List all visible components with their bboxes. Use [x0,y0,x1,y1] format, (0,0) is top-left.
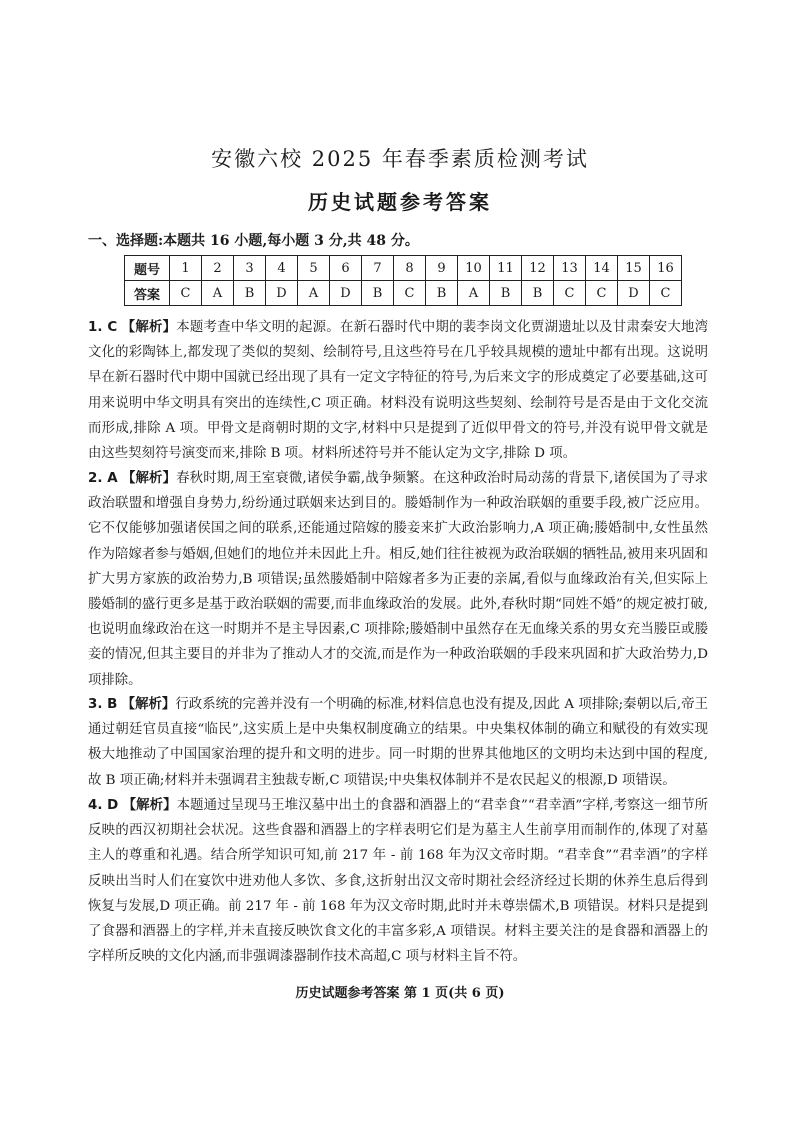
question-number: 14 [586,256,618,281]
answer-cell: B [362,281,394,306]
exam-title: 安徽六校 2025 年春季素质检测考试 [211,147,589,171]
explanation-text: 本题通过呈现马王堆汉墓中出土的食器和酒器上的“君幸食”“君幸酒”字样,考察这一细节所反映的西汉初期社会状况。这些食器和酒器上的字样表明它们是为墓主人生前享用而制作的,体现了对墓主人的尊重和礼遇。结合所学知识可知,前 217 年 - 前 168 年为汉文帝时期。“君幸食”“君幸酒”的字样反映出当时人们在宴饮中进劝他人多饮、多食,这折射出汉文帝时期社会经济经过长期的休养生息后得到恢复与发展,D 项正确。前 217 年 - 前 168 年为汉文帝时期,此时并未尊崇儒术,B 项错误。材料只是提到了食器和酒器上的字样,并未直接反映饮食文化的丰富多彩,A 项错误。材料主要关注的是食器和酒器上的字样所反映的文化内涵,而非强调漆器制作技术高超,C 项与材料主旨不符。 [88,798,709,965]
explanation-number: 4. D [88,798,119,813]
answer-cell: B [426,281,458,306]
question-number: 6 [330,256,362,281]
answer-cell: B [490,281,522,306]
question-number: 5 [298,256,330,281]
analysis-tag: 【解析】 [121,696,176,712]
question-number: 7 [362,256,394,281]
answer-cell: B [234,281,266,306]
question-number: 9 [426,256,458,281]
question-number: 11 [490,256,522,281]
explanation-1 [88,315,708,466]
answer-cell: C [586,281,618,306]
analysis-tag: 【解析】 [121,319,177,335]
explanation-3 [88,692,708,793]
question-number: 8 [394,256,426,281]
explanation-text: 本题考查中华文明的起源。在新石器时代中期的裴李岗文化贾湖遗址以及甘肃秦安大地湾文化的彩陶钵上,都发现了类似的契刻、绘制符号,且这些符号在几乎较具规模的遗址中都有出现。这说明早在新石器时代中期中国就已经出现了具有一定文字特征的符号,为后来文字的形成奠定了必要基础,这可用来说明中华文明具有突出的连续性,C 项正确。材料没有说明这些契刻、绘制符号是否是由于文化交流而形成,排除 A 项。甲骨文是商朝时期的文字,材料中只是提到了近似甲骨文的符号,并没有说甲骨文就是由这些契刻符号演变而来,排除 B 项。材料所述符号并不能认定为文字,排除 D 项。 [88,320,709,462]
answer-cell: D [618,281,650,306]
question-number-row [125,256,682,281]
explanation-number: 3. B [88,697,118,712]
answer-cell: B [522,281,554,306]
explanation-2 [88,466,708,693]
answer-cell: A [298,281,330,306]
section-heading: 一、选择题:本题共 16 小题,每小题 3 分,共 48 分。 [88,233,419,249]
explanation-number: 2. A [88,471,118,486]
answer-cell: D [330,281,362,306]
answer-row [125,281,682,306]
answer-cell: A [202,281,234,306]
answer-cell: D [266,281,298,306]
question-number: 16 [650,256,682,281]
row-label: 答案 [125,281,170,306]
explanation-4 [88,793,708,969]
explanation-number: 1. C [88,320,118,335]
analysis-tag: 【解析】 [121,470,177,486]
page-footer: 历史试题参考答案 第 1 页(共 6 页) [295,986,505,1001]
question-number: 3 [234,256,266,281]
analysis-tag: 【解析】 [122,797,177,813]
answer-cell: A [458,281,490,306]
answer-table [124,255,682,306]
question-number: 4 [266,256,298,281]
question-number: 2 [202,256,234,281]
question-number: 12 [522,256,554,281]
explanation-text: 行政系统的完善并没有一个明确的标准,材料信息也没有提及,因此 A 项排除;秦朝以后,帝王通过朝廷官员直接“临民”,这实质上是中央集权制度确立的结果。中央集权体制的确立和赋役的有效实现极大地推动了中国国家治理的提升和文明的进步。同一时期的世界其他地区的文明均未达到中国的程度,故 B 项正确;材料并未强调君主独裁专断,C 项错误;中央集权体制并不是农民起义的根源,D 项错误。 [88,697,709,788]
row-label: 题号 [125,256,170,281]
question-number: 10 [458,256,490,281]
answer-cell: C [650,281,682,306]
answer-cell: C [170,281,202,306]
answer-cell: C [394,281,426,306]
answer-cell: C [554,281,586,306]
explanation-text: 春秋时期,周王室衰微,诸侯争霸,战争频繁。在这种政治时局动荡的背景下,诸侯国为了寻求政治联盟和增强自身势力,纷纷通过联姻来达到目的。媵婚制作为一种政治联姻的重要手段,被广泛应用。它不仅能够加强诸侯国之间的联系,还能通过陪嫁的媵妾来扩大政治影响力,A 项正确;媵婚制中,女性虽然作为陪嫁者参与婚姻,但她们的地位并未因此上升。相反,她们往往被视为政治联姻的牺牲品,被用来巩固和扩大男方家族的政治势力,B 项错误;虽然媵婚制中陪嫁者多为正妻的亲属,看似与血缘政治有关,但实际上媵婚制的盛行更多是基于政治联姻的需要,而非血缘政治的发展。此外,春秋时期“同姓不婚”的规定被打破,也说明血缘政治在这一时期并不是主导因素,C 项排除;媵婚制中虽然存在无血缘关系的男女充当媵臣或媵妾的情况,但其主要目的并非为了推动人才的交流,而是作为一种政治联姻的手段来巩固和扩大政治势力,D 项排除。 [88,471,708,688]
question-number: 1 [170,256,202,281]
document-subtitle: 历史试题参考答案 [308,190,492,214]
question-number: 13 [554,256,586,281]
question-number: 15 [618,256,650,281]
